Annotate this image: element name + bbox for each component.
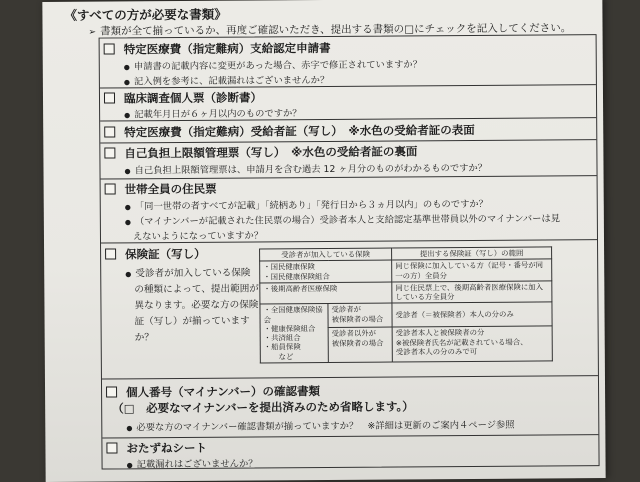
bullet-icon: ● bbox=[124, 111, 131, 120]
note bbox=[124, 72, 329, 87]
note-text: 記入例を参考に、記載漏れはございませんか？ bbox=[133, 74, 330, 88]
bullet-icon: ● bbox=[123, 63, 130, 72]
note-text: 必要な方のマイナンバー確認書類が揃っていますか？ ※詳細は更新のご案内４ページ参照 bbox=[136, 419, 515, 434]
checkbox[interactable] bbox=[106, 386, 117, 397]
section-title bbox=[105, 246, 206, 263]
insurance-table bbox=[259, 246, 553, 363]
section-inquiry-sheet bbox=[102, 435, 598, 470]
section-title bbox=[104, 89, 262, 106]
section-title bbox=[104, 143, 417, 161]
note-text: （マイナンバーが記載された住民票の場合）受診者本人と支給認定基準世帯員以外のマイナンバーは見 bbox=[134, 213, 561, 228]
section-application-form bbox=[100, 35, 596, 88]
table-cell: 同じ住民票上で、後期高齢者医療保険に加入している方全員分 bbox=[392, 281, 552, 304]
table-cell: ・後期高齢者医療保険 bbox=[260, 282, 392, 304]
section-title bbox=[105, 181, 217, 198]
note-continued: 異なります。必要な方の保険 bbox=[134, 299, 259, 312]
checkbox[interactable] bbox=[104, 92, 115, 103]
note bbox=[124, 105, 302, 120]
note bbox=[124, 160, 487, 177]
note bbox=[127, 455, 258, 470]
checkbox[interactable] bbox=[105, 183, 116, 194]
arrow-icon: ➢ bbox=[88, 27, 97, 38]
note-continued: か？ bbox=[134, 332, 154, 344]
table-cell: ・国民健康保険 ・国民健康保険組合 bbox=[260, 260, 392, 282]
note bbox=[125, 196, 488, 213]
checkbox[interactable] bbox=[105, 248, 116, 259]
table-header: 受診者が加入している保険 bbox=[260, 248, 392, 261]
bullet-icon: ● bbox=[124, 218, 132, 227]
section-header: 《すべての方が必要な書類》 bbox=[64, 6, 227, 23]
note-text: 申請書の記載内容に変更があった場合、赤字で修正されていますか？ bbox=[133, 59, 423, 73]
table-cell: 受診者本人と被保険者の分 ※被保険者氏名が記載されている場合、 受診者本人の分のみで可 bbox=[392, 326, 552, 362]
bullet-icon: ● bbox=[124, 167, 131, 176]
section-title-text: 個人番号（マイナンバー）の確認書類 bbox=[126, 384, 320, 400]
section-title bbox=[106, 440, 207, 457]
checkbox[interactable] bbox=[104, 43, 115, 54]
bullet-icon: ● bbox=[123, 78, 131, 87]
omit-option[interactable]: （□ 必要なマイナンバーを提出済みのため省略します。） bbox=[112, 399, 414, 416]
note bbox=[126, 417, 514, 434]
bullet-icon: ● bbox=[124, 203, 131, 212]
note bbox=[124, 56, 422, 72]
note bbox=[125, 265, 250, 280]
checkbox[interactable] bbox=[104, 147, 115, 158]
note-text: 記載漏れはございませんか？ bbox=[136, 458, 258, 471]
section-title bbox=[106, 383, 320, 400]
section-title bbox=[104, 122, 475, 141]
note-text: 記載年月日が６ヶ月以内のものですか？ bbox=[134, 108, 302, 121]
checkbox[interactable] bbox=[106, 442, 117, 453]
table-cell: 同じ保険に加入している方（記号・番号が同一の方）全員分 bbox=[392, 259, 552, 282]
checkbox[interactable] bbox=[104, 126, 115, 137]
section-title-text: 自己負担上限額管理票（写し） ※水色の受給者証の裏面 bbox=[124, 144, 418, 161]
section-title-text: おたずねシート bbox=[126, 440, 207, 456]
table-cell: 受診者以外が 被保険者の場合 bbox=[328, 327, 392, 362]
note-continued: の種類によって、提出範囲が bbox=[134, 283, 259, 296]
table-cell: 受診者（＝被保険者）本人の分のみ bbox=[392, 302, 552, 327]
table-cell: ・全国健康保険協会 ・健康保険組合 ・共済組合 ・船員保険 など bbox=[260, 304, 328, 363]
bullet-icon: ● bbox=[126, 424, 133, 433]
table-row bbox=[260, 259, 552, 283]
section-copay-sheet bbox=[100, 140, 596, 179]
section-title-text: 特定医療費（指定難病）受給者証（写し） ※水色の受給者証の表面 bbox=[124, 122, 475, 140]
note-text: 受診者が加入している保険 bbox=[135, 267, 251, 280]
section-title-text: 臨床調査個人票（診断書） bbox=[123, 90, 263, 106]
checklist-frame bbox=[99, 34, 600, 469]
section-title bbox=[104, 40, 331, 58]
section-title-text: 世帯全員の住民票 bbox=[124, 181, 217, 197]
section-title-text: 特定医療費（指定難病）支給認定申請書 bbox=[123, 40, 331, 57]
section-resident-record bbox=[101, 176, 597, 243]
table-row bbox=[260, 281, 552, 305]
section-clinical-report bbox=[100, 85, 596, 121]
section-insurance-card bbox=[101, 240, 598, 379]
table-row bbox=[260, 302, 552, 328]
note-text: 「同一世帯の者すべてが記載」「続柄あり」「発行日から３ヵ月以内」のものですか？ bbox=[134, 198, 488, 213]
note-text: 自己負担上限額管理票は、申請月を含む過去 12 ヶ月分のものがわかるものですか？ bbox=[134, 162, 488, 177]
instructions-text: 書類が全て揃っているか、再度ご確認いただき、提出する書類の□にチェックを記入してください。 bbox=[100, 22, 572, 38]
bullet-icon: ● bbox=[126, 461, 133, 470]
section-title-text: 保険証（写し） bbox=[125, 246, 206, 262]
bullet-icon: ● bbox=[125, 270, 132, 279]
table-cell: 受診者が 被保険者の場合 bbox=[328, 303, 392, 328]
note bbox=[125, 210, 560, 227]
note-continued: 証（写し）が揃っています bbox=[134, 315, 250, 328]
section-my-number bbox=[102, 376, 598, 438]
document-sheet bbox=[42, 0, 605, 482]
table-header: 提出する保険証（写し）の範囲 bbox=[392, 247, 552, 260]
note-continued: えないようになっていますか？ bbox=[132, 230, 264, 243]
